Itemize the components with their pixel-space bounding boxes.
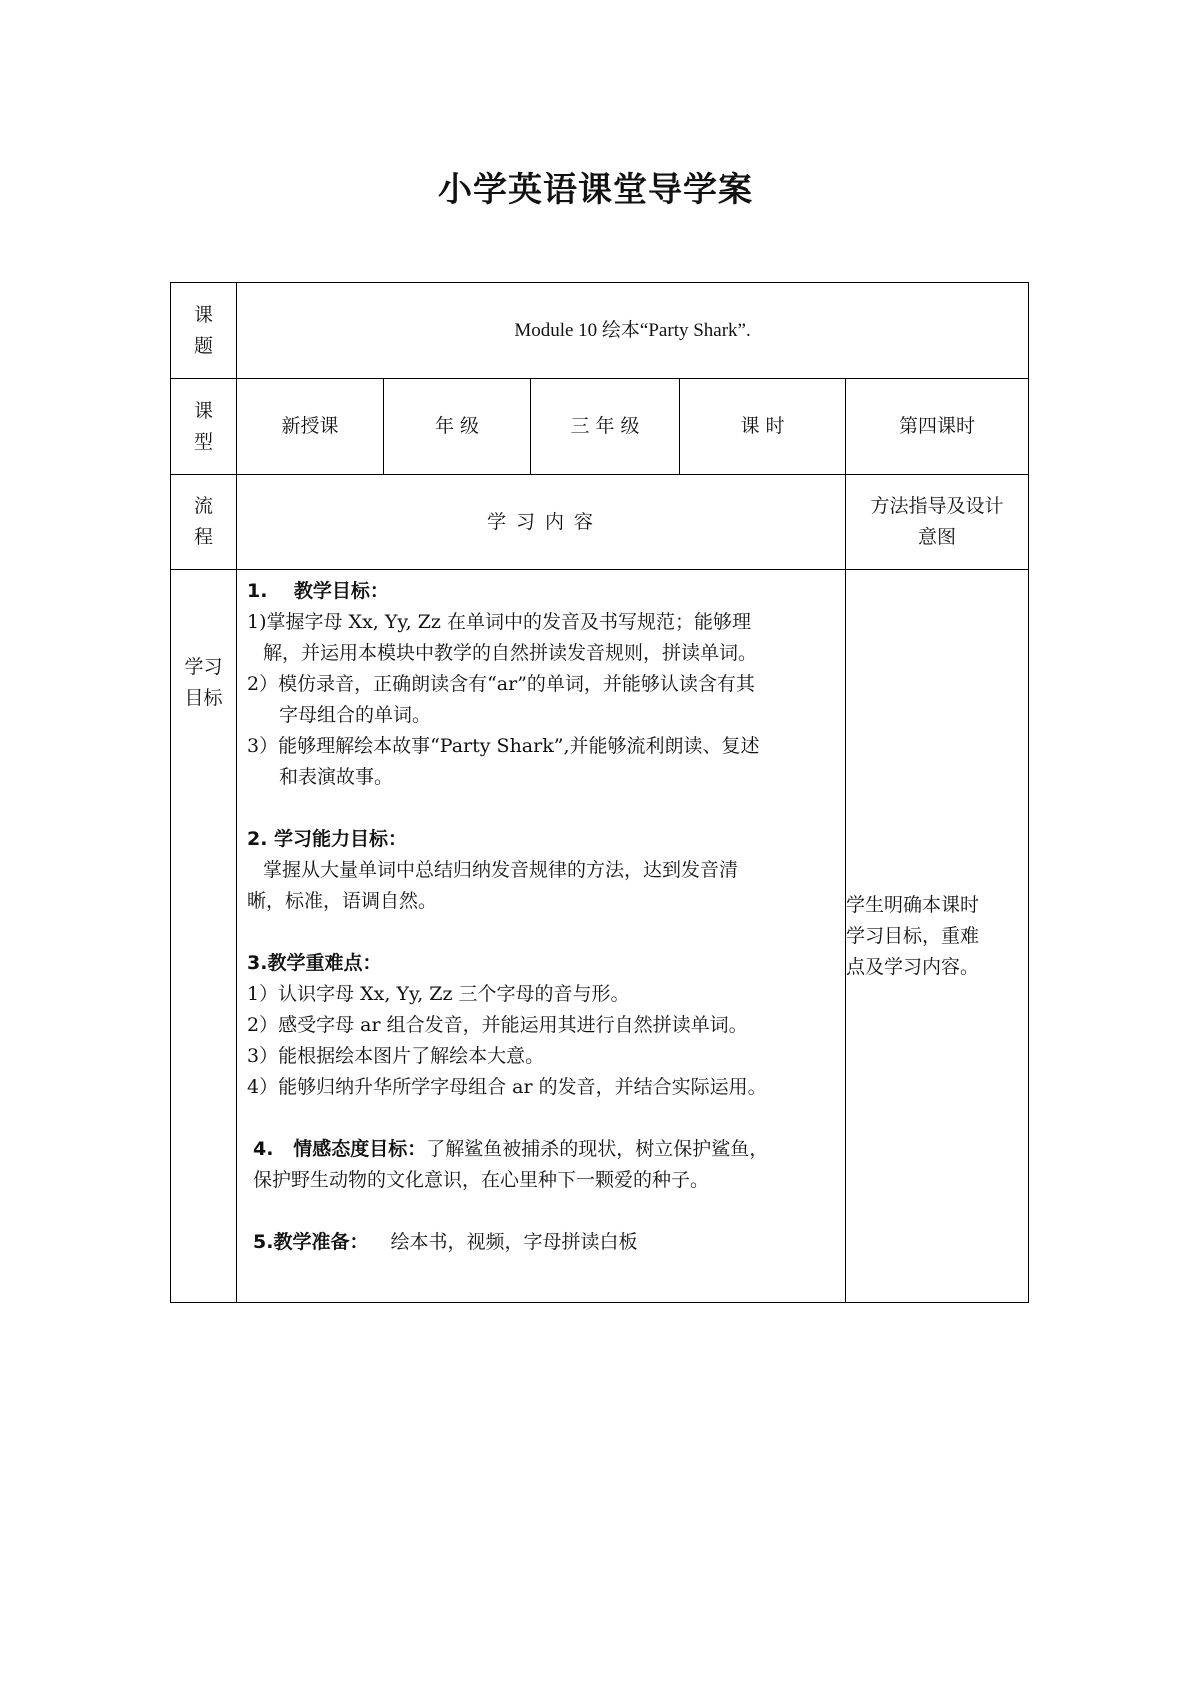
label-char: 题 — [193, 334, 213, 357]
goals-label — [171, 570, 237, 1303]
goal-line: 1）认识字母 Xx, Yy, Zz 三个字母的音与形。 — [247, 983, 630, 1005]
type-label — [171, 379, 237, 475]
note-line: 学生明确本课时 — [846, 893, 980, 916]
goal-line: 字母组合的单词。 — [279, 704, 432, 726]
goal-line: 4）能够归纳升华所学字母组合 ar 的发音，并结合实际运用。 — [247, 1076, 767, 1098]
topic-row — [171, 283, 1029, 379]
section-preparation-title: 5.教学准备： — [253, 1231, 369, 1253]
goal-line: 3）能根据绘本图片了解绘本大意。 — [247, 1045, 545, 1067]
goal-text: 了解鲨鱼被捕杀的现状，树立保护鲨鱼， — [426, 1138, 769, 1160]
goal-line: 和表演故事。 — [279, 766, 394, 788]
goal-line: 保护野生动物的文化意识，在心里种下一颗爱的种子。 — [253, 1169, 710, 1191]
lesson-plan-table — [170, 282, 1029, 1303]
goal-line — [247, 1134, 833, 1165]
grade-label: 年 级 — [384, 379, 531, 475]
topic-value: Module 10 绘本“Party Shark”. — [237, 283, 1029, 379]
method-header-line: 意图 — [918, 526, 957, 548]
goal-line: 解，并运用本模块中教学的自然拼读发音规则，拼读单词。 — [263, 642, 758, 664]
label-line: 目标 — [184, 687, 223, 709]
type-row — [171, 379, 1029, 475]
note-line: 点及学习内容。 — [846, 955, 980, 978]
method-header — [846, 475, 1029, 570]
content-header: 学 习 内 容 — [237, 475, 846, 570]
label-char: 型 — [193, 430, 213, 453]
goal-text: 绘本书，视频，字母拼读白板 — [390, 1231, 638, 1253]
method-header-line: 方法指导及设计 — [870, 495, 1004, 517]
goal-line — [247, 1227, 833, 1258]
goal-line: 2）模仿录音，正确朗读含有“ar”的单词，并能够认读含有其 — [247, 673, 755, 695]
goal-line: 3）能够理解绘本故事“Party Shark”,并能够流利朗读、复述 — [247, 735, 760, 757]
label-line: 学习 — [184, 656, 223, 678]
period-value: 第四课时 — [846, 379, 1029, 475]
section-ability-goals-title: 2. 学习能力目标： — [247, 828, 408, 850]
goal-line: 2）感受字母 ar 组合发音，并能运用其进行自然拼读单词。 — [247, 1014, 748, 1036]
period-label: 课 时 — [680, 379, 846, 475]
goals-content — [237, 570, 846, 1303]
grade-value: 三 年 级 — [531, 379, 680, 475]
goal-line: 晰，标准，语调自然。 — [247, 890, 438, 912]
method-note — [846, 570, 1029, 1303]
flow-label — [171, 475, 237, 570]
section-key-points-title: 3.教学重难点： — [247, 952, 382, 974]
label-char: 课 — [193, 303, 213, 326]
label-char: 流 — [193, 495, 213, 517]
section-teaching-goals-title: 1. 教学目标： — [247, 580, 389, 602]
lesson-type-value: 新授课 — [237, 379, 384, 475]
section-attitude-goals-title: 4. 情感态度目标： — [253, 1138, 427, 1160]
label-char: 程 — [193, 526, 213, 548]
goals-row — [171, 570, 1029, 1303]
label-char: 课 — [193, 399, 213, 422]
goal-line: 1)掌握字母 Xx, Yy, Zz 在单词中的发音及书写规范；能够理 — [247, 611, 751, 633]
topic-label — [171, 283, 237, 379]
note-line: 学习目标，重难 — [846, 924, 980, 947]
flow-row — [171, 475, 1029, 570]
document-title: 小学英语课堂导学案 — [438, 170, 753, 210]
goal-line: 掌握从大量单词中总结归纳发音规律的方法，达到发音清 — [263, 859, 739, 881]
